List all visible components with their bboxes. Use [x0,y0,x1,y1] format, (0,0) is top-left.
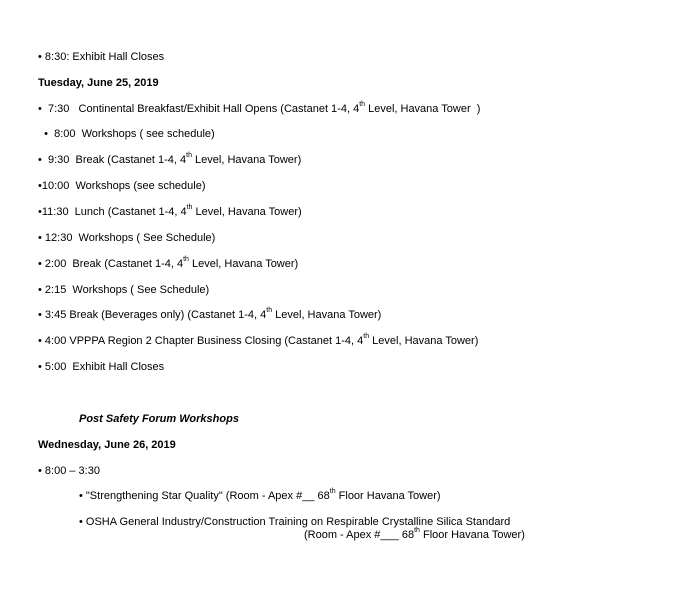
item-text: • 9:30 Break (Castanet 1-4, 4 [38,154,187,166]
ordinal-suffix: th [414,527,420,535]
item-text: • 4:00 VPPPA Region 2 Chapter Business Closing (Castanet 1-4, 4 [38,335,364,347]
ordinal-suffix: th [329,488,336,496]
tuesday-item [38,179,206,193]
tuesday-item [38,102,480,116]
wednesday-time: • 8:00 – 3:30 [38,465,100,477]
tuesday-item [38,283,209,297]
item-text-tail: Level, Havana Tower) [192,154,302,166]
item-text: (Room - Apex #___ 68 [304,529,415,541]
item-text: •10:00 Workshops (see schedule) [38,180,206,192]
workshop-item [79,489,441,503]
tuesday-item [38,153,301,167]
tuesday-heading: Tuesday, June 25, 2019 [38,77,159,89]
tuesday-item [38,334,478,348]
item-text-tail: Level, Havana Tower) [192,206,302,218]
item-text: • "Strengthening Star Quality" (Room - Apex #__ 68 [79,490,330,502]
item-text: • 7:30 Continental Breakfast/Exhibit Hall Opens (Castanet 1-4, 4 [38,103,360,115]
tuesday-item [38,308,381,322]
item-text-tail: Floor Havana Tower) [419,529,525,541]
item-text: • 8:00 Workshops ( see schedule) [38,128,215,140]
item-text: •11:30 Lunch (Castanet 1-4, 4 [38,206,187,218]
tuesday-item [38,231,215,245]
tuesday-item [38,205,302,219]
ordinal-suffix: th [186,152,192,160]
item-text-tail: Floor Havana Tower) [335,490,441,502]
wednesday-heading: Wednesday, June 26, 2019 [38,439,176,451]
ordinal-suffix: th [183,256,189,264]
tuesday-item [38,127,215,141]
item-text-tail: Level, Havana Tower) [188,258,299,270]
item-text-tail: Level, Havana Tower) [272,309,382,321]
tuesday-item [38,257,298,271]
item-text: • 2:00 Break (Castanet 1-4, 4 [38,258,184,270]
item-text-tail: Level, Havana Tower) [369,335,479,347]
workshop-item: • OSHA General Industry/Construction Training on Respirable Crystalline Silica Standard [79,516,511,528]
workshop-room [304,528,525,542]
item-text: • 12:30 Workshops ( See Schedule) [38,232,216,244]
ordinal-suffix: th [266,307,273,315]
item-text: • 3:45 Break (Beverages only) (Castanet 1-4, 4 [38,309,267,321]
post-forum-heading: Post Safety Forum Workshops [79,413,239,425]
item-text: • 5:00 Exhibit Hall Closes [38,361,165,373]
item-text: • 2:15 Workshops ( See Schedule) [38,284,210,296]
ordinal-suffix: th [359,101,366,109]
monday-closing-item: • 8:30: Exhibit Hall Closes [38,51,165,63]
item-text-tail: Level, Havana Tower ) [365,103,481,115]
tuesday-item [38,360,164,374]
ordinal-suffix: th [186,204,193,212]
ordinal-suffix: th [363,333,370,341]
